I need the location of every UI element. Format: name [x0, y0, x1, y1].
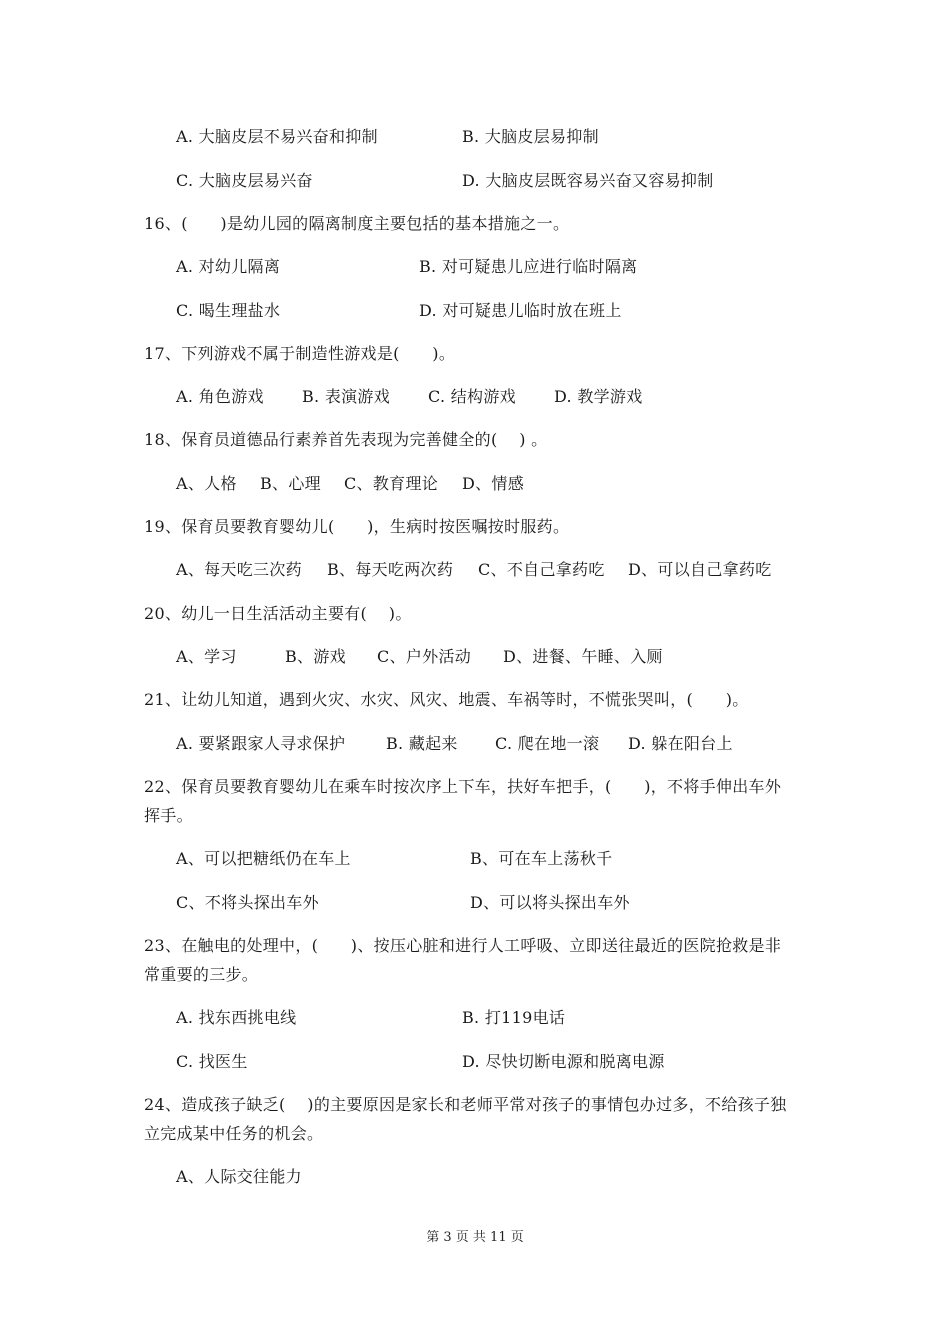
q23-option-d: D. 尽快切断电源和脱离电源 — [462, 1052, 665, 1071]
q23-option-c: C. 找医生 — [176, 1052, 248, 1071]
q20-stem: 20、幼儿一日生活活动主要有( )。 — [144, 604, 412, 623]
q22-option-a: A、可以把糖纸仍在车上 — [176, 849, 351, 868]
q21-option-d: D. 躲在阳台上 — [628, 734, 733, 753]
q22-option-d: D、可以将头探出车外 — [470, 893, 630, 912]
q17-stem: 17、下列游戏不属于制造性游戏是( )。 — [144, 344, 456, 363]
q21-option-c: C. 爬在地一滚 — [495, 734, 600, 753]
q15-option-b: B. 大脑皮层易抑制 — [462, 127, 599, 146]
q23-option-a: A. 找东西挑电线 — [176, 1008, 297, 1027]
q21-option-a: A. 要紧跟家人寻求保护 — [176, 734, 346, 753]
q22-stem-line1: 22、保育员要教育婴幼儿在乘车时按次序上下车，扶好车把手，( )，不将手伸出车外 — [144, 777, 782, 796]
q19-option-b: B、每天吃两次药 — [327, 560, 454, 579]
q16-option-a: A. 对幼儿隔离 — [176, 257, 281, 276]
q23-stem-line1: 23、在触电的处理中，( )、按压心脏和进行人工呼吸、立即送往最近的医院抢救是非 — [144, 936, 782, 955]
q17-option-c: C. 结构游戏 — [428, 387, 516, 406]
q20-option-a: A、学习 — [176, 647, 237, 666]
page-footer: 第 3 页 共 11 页 — [426, 1230, 524, 1245]
q18-option-b: B、心理 — [260, 474, 321, 493]
q20-option-d: D、进餐、午睡、入厕 — [503, 647, 663, 666]
q19-option-a: A、每天吃三次药 — [176, 560, 302, 579]
q19-option-d: D、可以自己拿药吃 — [628, 560, 772, 579]
q24-stem-line2: 立完成某中任务的机会。 — [144, 1124, 324, 1143]
q18-stem: 18、保育员道德品行素养首先表现为完善健全的( ) 。 — [144, 430, 548, 449]
q16-stem: 16、( )是幼儿园的隔离制度主要包括的基本措施之一。 — [144, 214, 570, 233]
q15-option-a: A. 大脑皮层不易兴奋和抑制 — [176, 127, 378, 146]
q21-option-b: B. 藏起来 — [386, 734, 458, 753]
q23-option-b: B. 打119电话 — [462, 1008, 566, 1027]
q17-option-d: D. 教学游戏 — [554, 387, 643, 406]
q22-option-b: B、可在车上荡秋千 — [470, 849, 613, 868]
q23-stem-line2: 常重要的三步。 — [144, 965, 259, 984]
q18-option-c: C、教育理论 — [344, 474, 439, 493]
q24-stem-line1: 24、造成孩子缺乏( )的主要原因是家长和老师平常对孩子的事情包办过多，不给孩子独 — [144, 1095, 787, 1114]
q17-option-b: B. 表演游戏 — [302, 387, 391, 406]
q18-option-d: D、情感 — [462, 474, 525, 493]
q21-stem: 21、让幼儿知道，遇到火灾、水灾、风灾、地震、车祸等时，不慌张哭叫，( )。 — [144, 690, 749, 709]
q17-option-a: A. 角色游戏 — [176, 387, 264, 406]
q18-option-a: A、人格 — [176, 474, 237, 493]
q20-option-b: B、游戏 — [285, 647, 346, 666]
q22-stem-line2: 挥手。 — [144, 806, 193, 825]
q19-stem: 19、保育员要教育婴幼儿( )，生病时按医嘱按时服药。 — [144, 517, 570, 536]
q15-option-d: D. 大脑皮层既容易兴奋又容易抑制 — [462, 171, 714, 190]
q16-option-b: B. 对可疑患儿应进行临时隔离 — [419, 257, 638, 276]
q16-option-c: C. 喝生理盐水 — [176, 301, 281, 320]
q20-option-c: C、户外活动 — [377, 647, 472, 666]
q22-option-c: C、不将头探出车外 — [176, 893, 319, 912]
q24-option-a: A、人际交往能力 — [176, 1167, 302, 1186]
q16-option-d: D. 对可疑患儿临时放在班上 — [419, 301, 622, 320]
q19-option-c: C、不自己拿药吃 — [478, 560, 605, 579]
q15-option-c: C. 大脑皮层易兴奋 — [176, 171, 313, 190]
